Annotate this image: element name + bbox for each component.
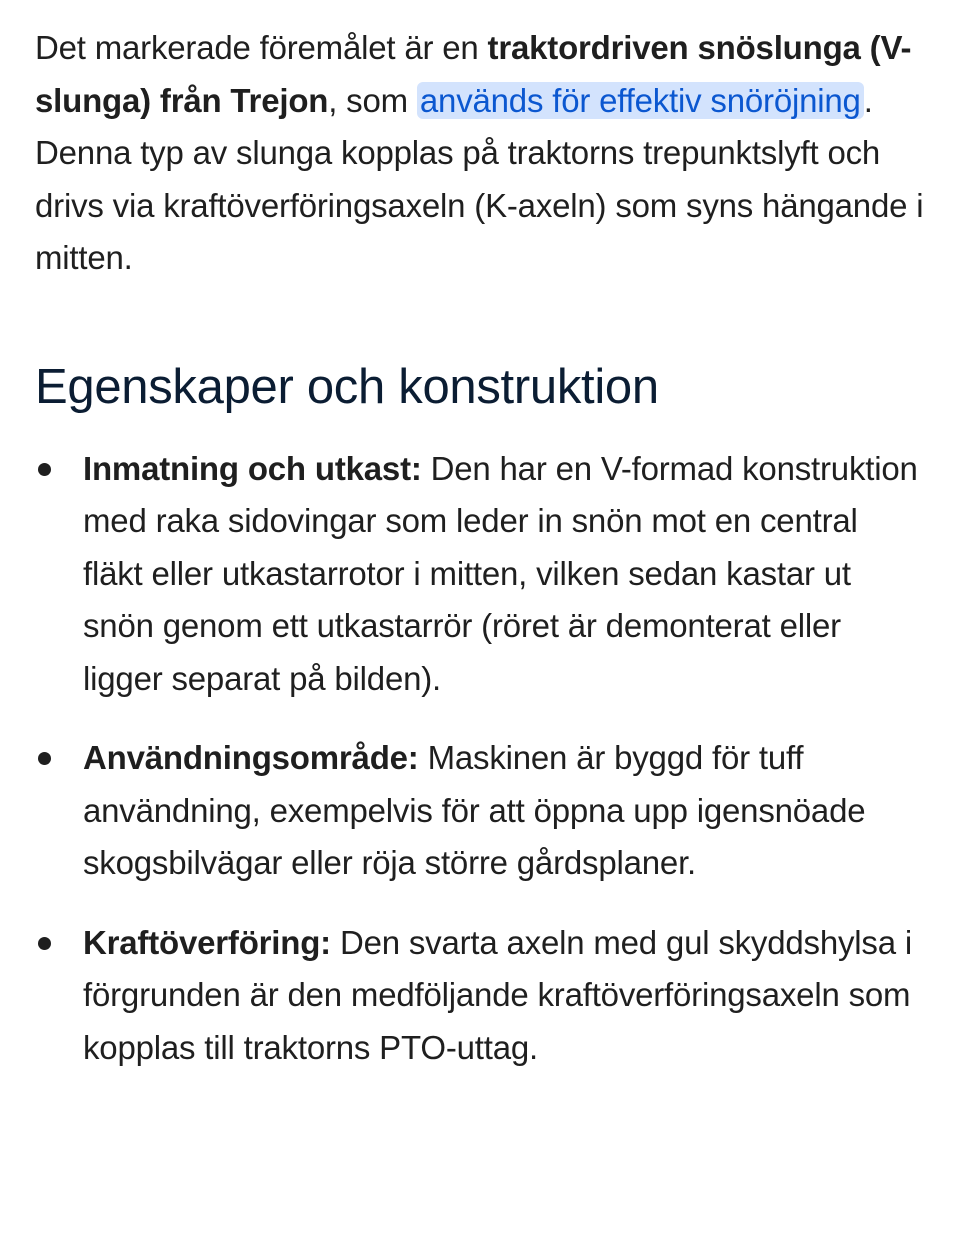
intro-bold-text: traktordriven snöslunga (V-slunga) från Trejon [35,29,912,119]
list-item [35,732,925,890]
list-item-text: Den har en V-formad konstruktion med raka sidovingar som leder in snön mot en central fläkt eller utkastarrotor i mitten, vilken sedan kastar ut snön genom ett utkastarrör (röret är demonterat eller ligger separat på bilden). [83,449,918,697]
citation-highlight[interactable]: används för effektiv snöröjning [417,82,864,119]
list-item-text: Den svarta axeln med gul skyddshylsa i förgrunden är den medföljande kraftöverföringsaxeln som kopplas till traktorns PTO-uttag. [83,923,912,1066]
list-item-label: Inmatning och utkast: [83,449,422,487]
intro-text-1: Det markerade föremålet är en [35,29,488,66]
list-item [35,917,925,1075]
bullet-dot-icon [38,463,51,476]
bullet-dot-icon [38,752,51,765]
response-content [35,22,925,1101]
list-item-label: Kraftöverföring: [83,923,331,961]
list-item [35,443,925,706]
list-item-label: Användningsområde: [83,739,419,776]
intro-text-3: . Denna typ av slunga kopplas på traktorns trepunktslyft och drivs via kraftöverföringsaxeln (K-axeln) som syns hängande i mitten. [35,81,924,276]
features-list [35,443,925,1075]
list-item-text: Maskinen är byggd för tuff användning, exempelvis för att öppna upp igensnöade skogsbilvägar eller röja större gårdsplaner. [83,739,866,881]
intro-paragraph [35,22,925,285]
bullet-dot-icon [38,937,51,950]
intro-text-2: , som [328,81,417,119]
section-heading: Egenskaper och konstruktion [35,359,659,414]
